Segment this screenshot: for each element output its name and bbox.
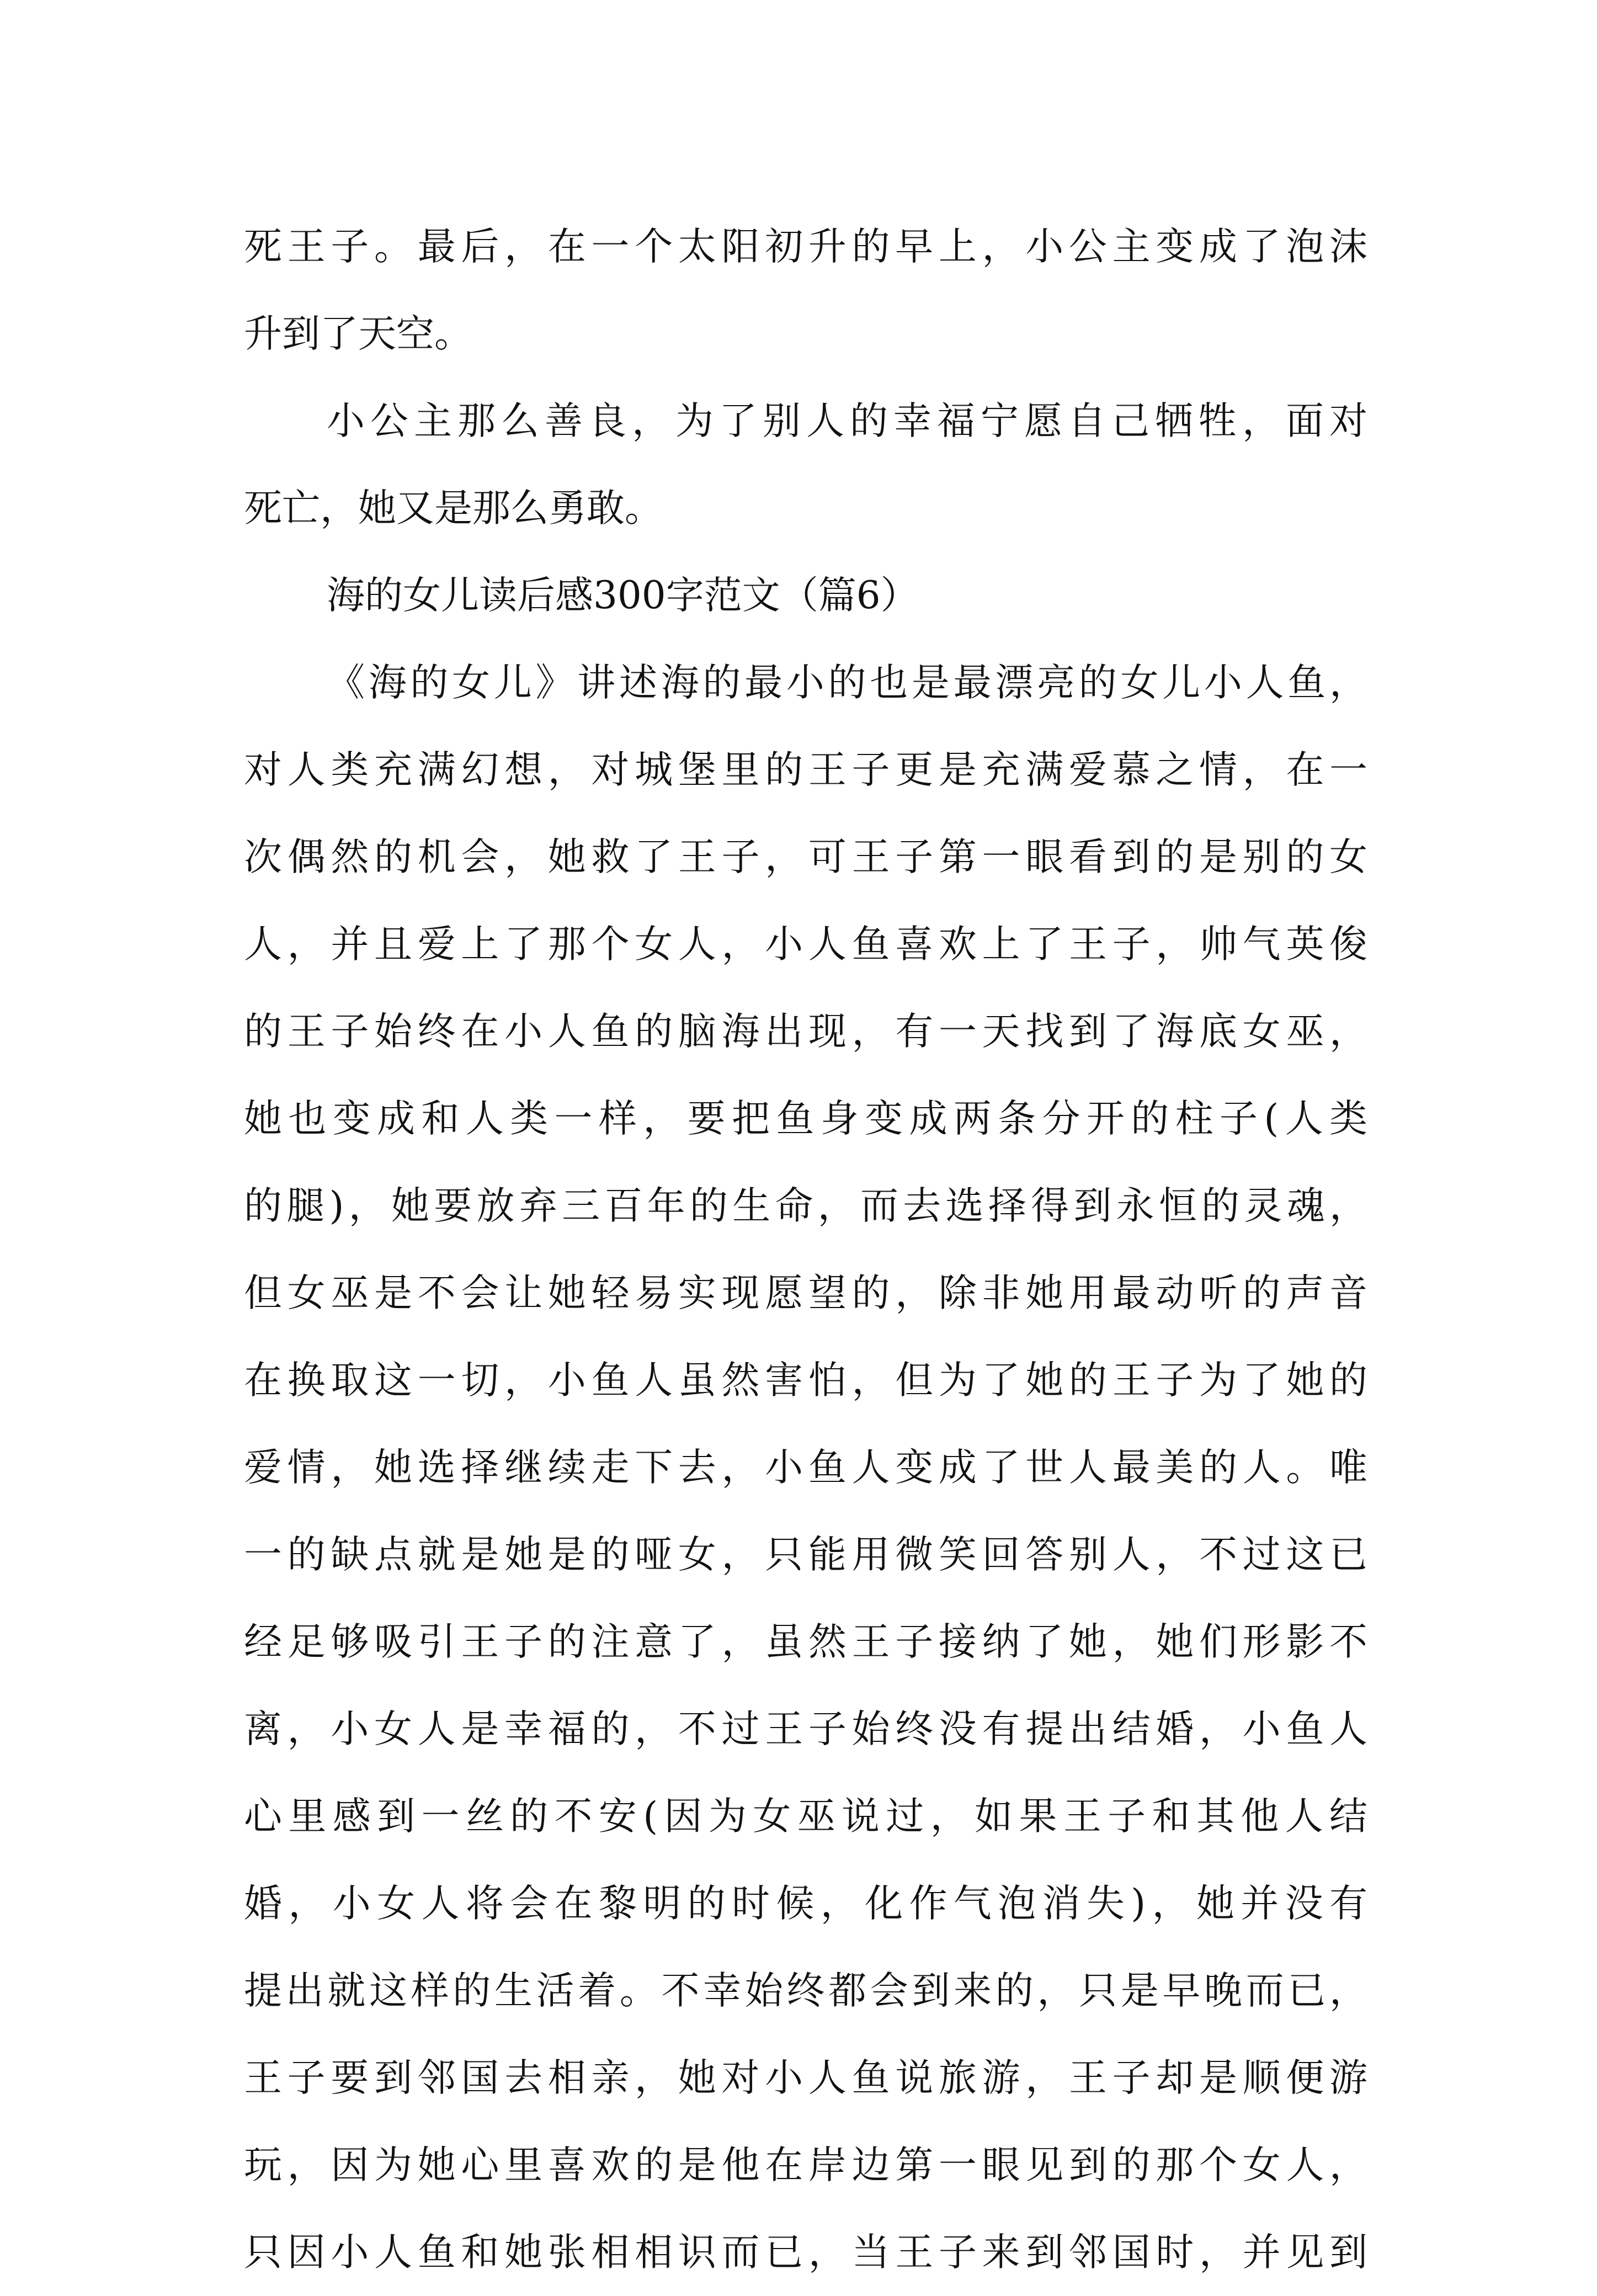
text-line: 只因小人鱼和她张相相识而已，当王子来到邻国时，并见到 xyxy=(244,2230,1367,2274)
text-line: 升到了天空。 xyxy=(244,312,472,356)
text-line: 爱情，她选择继续走下去，小鱼人变成了世人最美的人。唯 xyxy=(244,1445,1367,1490)
text-line: 一的缺点就是她是的哑女，只能用微笑回答别人，不过这已 xyxy=(244,1533,1367,1577)
text-line: 在换取这一切，小鱼人虽然害怕，但为了她的王子为了她的 xyxy=(244,1358,1367,1402)
text-line: 的腿)，她要放弃三百年的生命，而去选择得到永恒的灵魂， xyxy=(244,1184,1367,1228)
text-line: 但女巫是不会让她轻易实现愿望的，除非她用最动听的声音 xyxy=(244,1271,1367,1315)
text-line: 经足够吸引王子的注意了，虽然王子接纳了她，她们形影不 xyxy=(244,1620,1367,1664)
text-line: 《海的女儿》讲述海的最小的也是最漂亮的女儿小人鱼， xyxy=(327,661,1367,705)
text-line: 小公主那么善良，为了别人的幸福宁愿自己牺牲，面对 xyxy=(327,399,1367,443)
text-line: 婚，小女人将会在黎明的时候，化作气泡消失)，她并没有 xyxy=(244,1882,1367,1926)
text-line: 人，并且爱上了那个女人，小人鱼喜欢上了王子，帅气英俊 xyxy=(244,922,1367,966)
text-line: 死王子。最后，在一个太阳初升的早上，小公主变成了泡沫 xyxy=(244,225,1367,269)
text-line: 她也变成和人类一样，要把鱼身变成两条分开的柱子(人类 xyxy=(244,1097,1367,1141)
text-line: 王子要到邻国去相亲，她对小人鱼说旅游，王子却是顺便游 xyxy=(244,2056,1367,2100)
body-text xyxy=(244,203,1367,2296)
text-line: 对人类充满幻想，对城堡里的王子更是充满爱慕之情，在一 xyxy=(244,748,1367,792)
text-line: 的王子始终在小人鱼的脑海出现，有一天找到了海底女巫， xyxy=(244,1009,1367,1054)
text-line: 玩，因为她心里喜欢的是他在岸边第一眼见到的那个女人， xyxy=(244,2143,1367,2187)
text-line: 死亡，她又是那么勇敢。 xyxy=(244,486,663,530)
text-line: 提出就这样的生活着。不幸始终都会到来的，只是早晚而已， xyxy=(244,1969,1367,2013)
text-line: 次偶然的机会，她救了王子，可王子第一眼看到的是别的女 xyxy=(244,835,1367,879)
text-line: 心里感到一丝的不安(因为女巫说过，如果王子和其他人结 xyxy=(244,1794,1367,1838)
section-heading: 海的女儿读后感300字范文（篇6） xyxy=(327,573,919,618)
text-line: 离，小女人是幸福的，不过王子始终没有提出结婚，小鱼人 xyxy=(244,1707,1367,1751)
